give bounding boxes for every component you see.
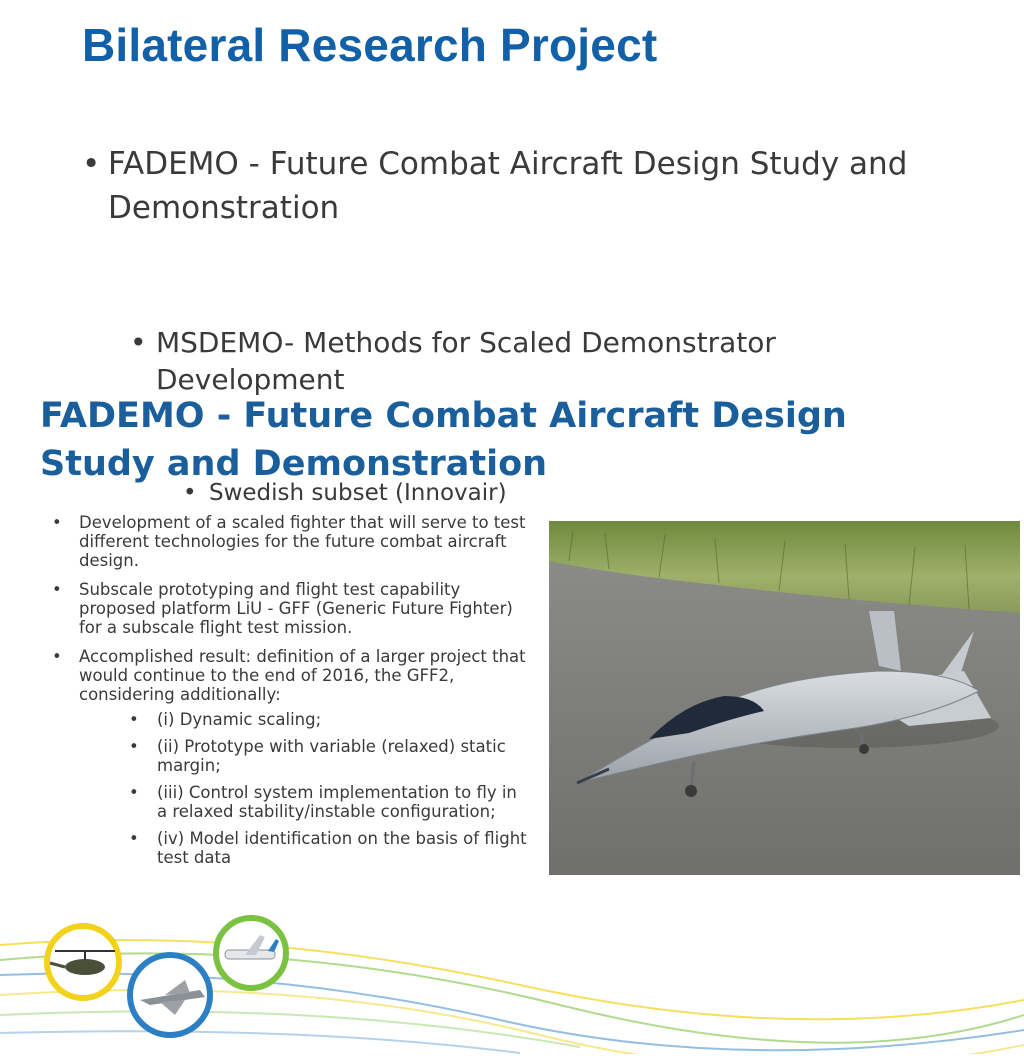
sub-list-item-text: (iii) Control system implementation to fly in a relaxed stability/instable configuration; [157,783,517,821]
sub-list-item [79,710,532,729]
sub-list-item-text: (ii) Prototype with variable (relaxed) static margin; [157,737,506,775]
bullet-dot: • [130,326,147,359]
bullet-dot: • [82,146,101,182]
list-item-text: Development of a scaled fighter that will serve to test different technologies for the future combat aircraft design. [79,513,526,570]
fighter-jet-badge [130,955,210,1035]
sub-list-item [79,783,532,821]
footer-banner [0,905,1024,1054]
bullet-level3-text: Swedish subset (Innovair) [209,480,507,506]
bullet-dot: • [129,710,139,729]
bullet-dot: • [129,783,139,802]
sub-list-item [79,737,532,775]
helicopter-badge [47,926,119,998]
bullet-level2-text: MSDEMO- Methods for Scaled Demonstrator Development [156,326,776,396]
description-list [52,513,532,877]
list-item [52,513,532,570]
bullet-level2 [130,324,876,398]
bullet-dot: • [52,580,62,599]
section-title: FADEMO - Future Combat Aircraft Design Study and Demonstration [40,396,847,484]
bullet-dot: • [52,513,62,532]
bullet-dot: • [183,480,197,506]
bullet-level1-text: FADEMO - Future Combat Aircraft Design Study and Demonstration [108,146,908,226]
bullet-dot: • [52,647,62,666]
scaled-fighter-photo [549,521,1020,875]
list-item-text: Subscale prototyping and flight test capability proposed platform LiU - GFF (Generic Future Fighter) for a subscale flight test mission. [79,580,513,637]
sub-list [79,710,532,867]
bullet-dot: • [129,829,139,848]
bullet-level1 [82,142,1008,230]
bullet-dot: • [129,737,139,756]
page-title: Bilateral Research Project [82,19,658,71]
list-item [52,580,532,637]
sub-list-item-text: (iv) Model identification on the basis of flight test data [157,829,527,867]
list-item-text: Accomplished result: definition of a larger project that would continue to the end of 2016, the GFF2, considering additionally: [79,647,526,704]
sub-list-item [79,829,532,867]
sub-list-item-text: (i) Dynamic scaling; [157,710,322,729]
list-item [52,647,532,867]
airliner-badge [216,918,286,988]
